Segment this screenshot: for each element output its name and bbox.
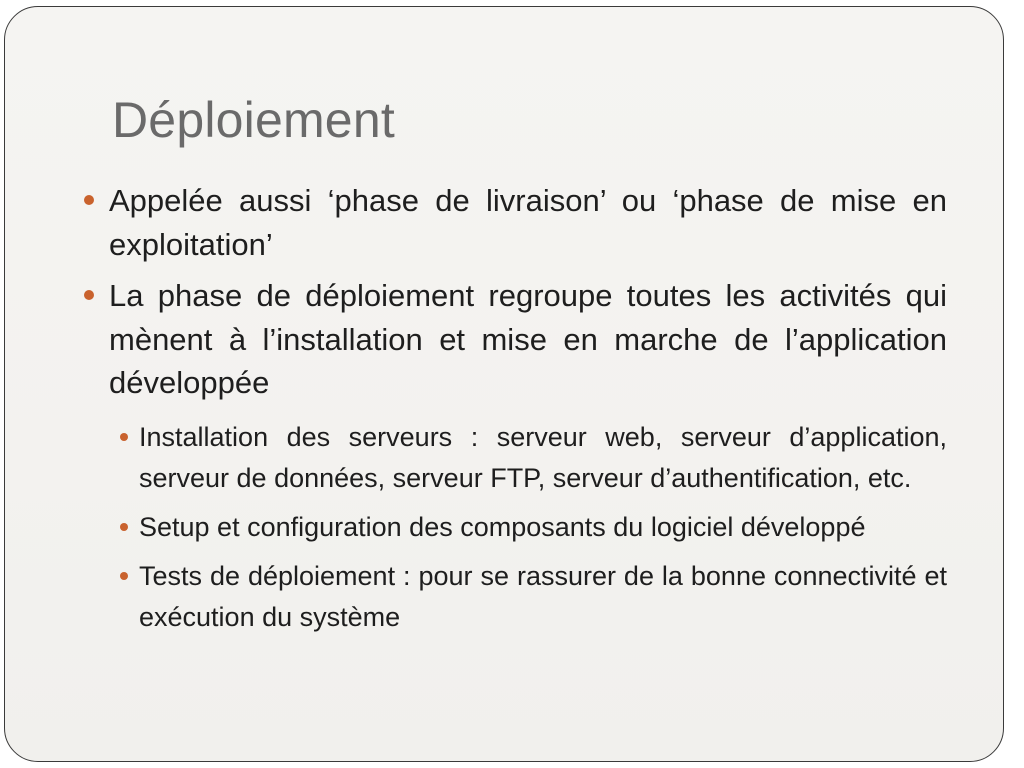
bullet-dot-icon [84,195,94,205]
bullet-text: La phase de déploiement regroupe toutes les activités qui mènent à l’installation et mise en marche de l’application développée [109,278,947,400]
sub-bullet-list [5,417,947,638]
sub-bullet-dot-icon [120,433,128,441]
bullet-list [5,179,1003,646]
slide-title: Déploiement [112,92,395,148]
bullet-text: Appelée aussi ‘phase de livraison’ ou ‘phase de mise en exploitation’ [109,183,947,262]
slide [4,6,1004,762]
sub-bullet-text: Tests de déploiement : pour se rassurer de la bonne connectivité et exécution du système [139,560,947,632]
sub-bullet-item [5,556,947,638]
sub-bullet-text: Setup et configuration des composants du logiciel développé [139,511,866,542]
sub-bullet-dot-icon [120,523,128,531]
sub-bullet-dot-icon [120,572,128,580]
sub-bullet-item [5,417,947,499]
bullet-dot-icon [84,290,94,300]
sub-bullet-text: Installation des serveurs : serveur web, serveur d’application, serveur de données, serveur FTP, serveur d’authentification, etc. [139,421,947,493]
bullet-item [5,274,947,638]
sub-bullet-item [5,507,947,548]
bullet-item [5,179,947,266]
